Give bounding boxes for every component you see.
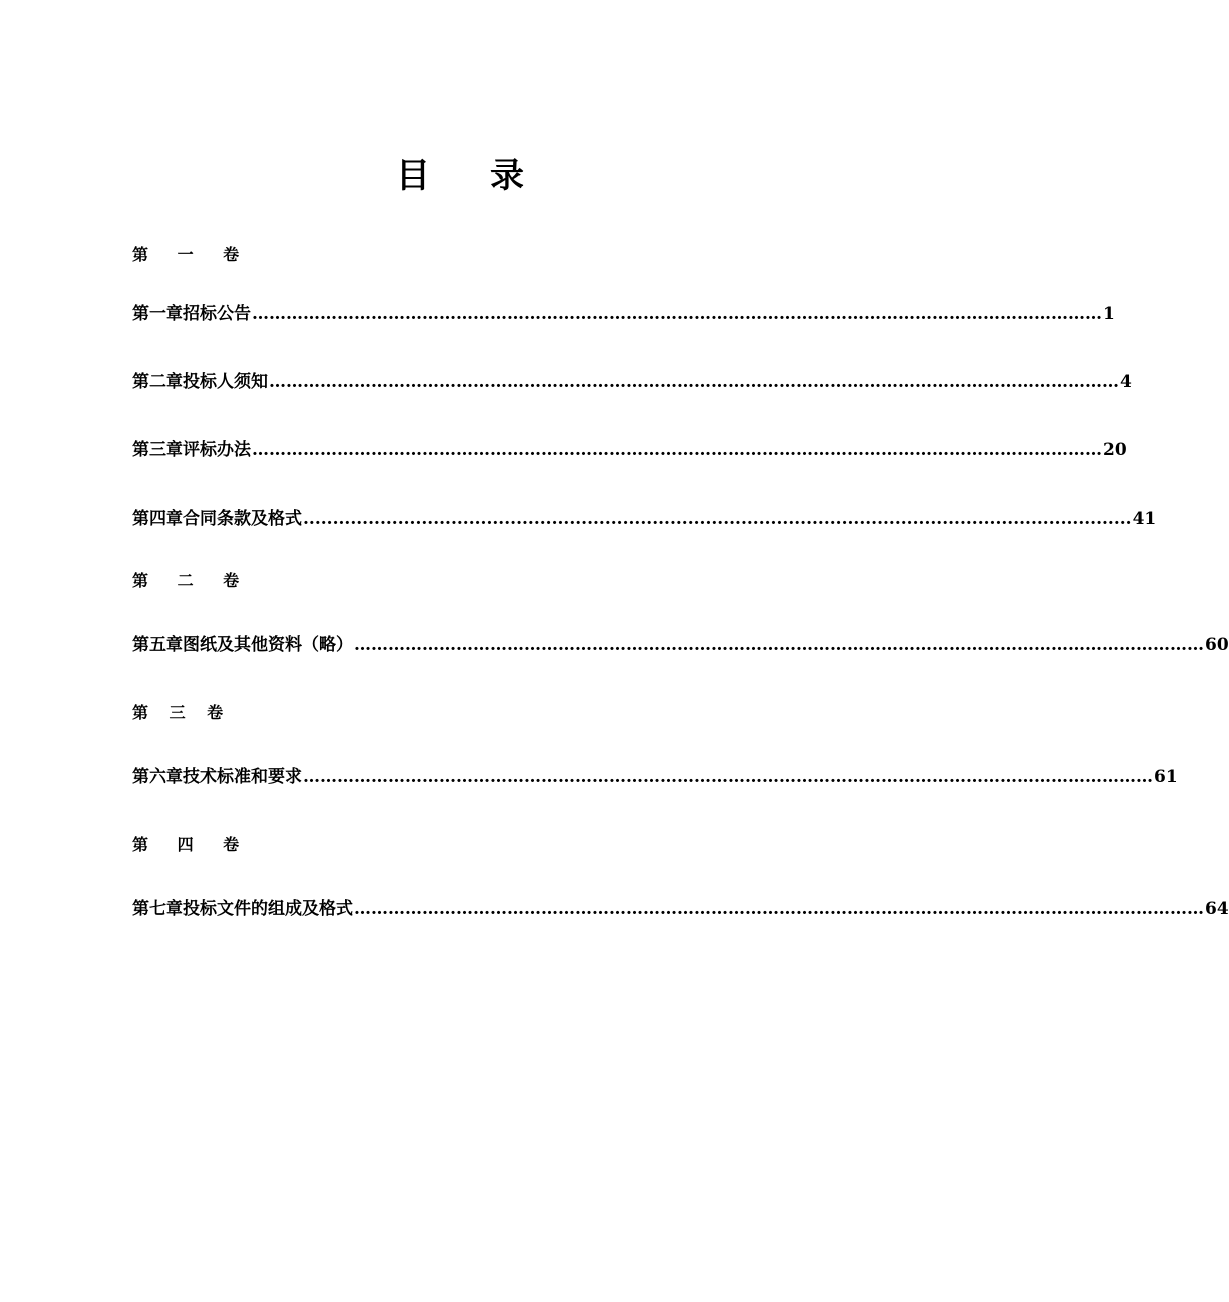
toc-page: 41 [1132,509,1157,529]
toc-page: 4 [1120,372,1132,392]
toc-title: 合同条款及格式 [183,509,302,529]
volume-label-3: 第 三 卷 [132,703,232,722]
toc-chapter: 第一章 [132,304,183,324]
toc-page: 64 [1205,899,1229,919]
toc-chapter: 第七章 [132,899,183,919]
toc-leader: …………………………………………………………………………………………………………………………………… [252,304,1102,324]
toc-chapter: 第二章 [132,372,183,392]
toc-entry-5[interactable] [132,629,1229,655]
toc-page: 20 [1103,440,1127,460]
toc-chapter: 第五章 [132,635,183,655]
toc-entry-1[interactable] [132,298,1115,324]
page-title: 目录 [396,156,584,196]
toc-entry-7[interactable] [132,893,1229,919]
toc-leader: …………………………………………………………………………………………………………………………………… [354,635,1204,655]
toc-leader: …………………………………………………………………………………………………………………………………… [354,899,1204,919]
toc-page: 61 [1154,767,1178,787]
toc-entry-6[interactable] [132,761,1178,787]
volume-label-2: 第 二 卷 [132,571,252,590]
toc-title: 招标公告 [183,304,251,324]
toc-chapter: 第六章 [132,767,183,787]
toc-page: 60 [1205,635,1229,655]
toc-title: 投标文件的组成及格式 [183,899,353,919]
toc-chapter: 第三章 [132,440,183,460]
toc-leader: …………………………………………………………………………………………………………………………………… [269,372,1119,392]
toc-leader: …………………………………………………………………………………………………………………………………… [303,767,1153,787]
toc-title: 投标人须知 [183,372,268,392]
toc-page: 1 [1103,304,1115,324]
toc-leader: ............................................................................................................................................ [303,509,1132,529]
volume-label-4: 第 四 卷 [132,835,252,854]
volume-label-1: 第 一 卷 [132,245,252,264]
toc-entry-4[interactable] [132,503,1157,529]
toc-leader: …………………………………………………………………………………………………………………………………… [252,440,1102,460]
toc-entry-3[interactable] [132,434,1127,460]
toc-entry-2[interactable] [132,366,1132,392]
toc-title: 评标办法 [183,440,251,460]
toc-title: 图纸及其他资料（略） [183,635,353,655]
toc-title: 技术标准和要求 [183,767,302,787]
toc-chapter: 第四章 [132,509,183,529]
